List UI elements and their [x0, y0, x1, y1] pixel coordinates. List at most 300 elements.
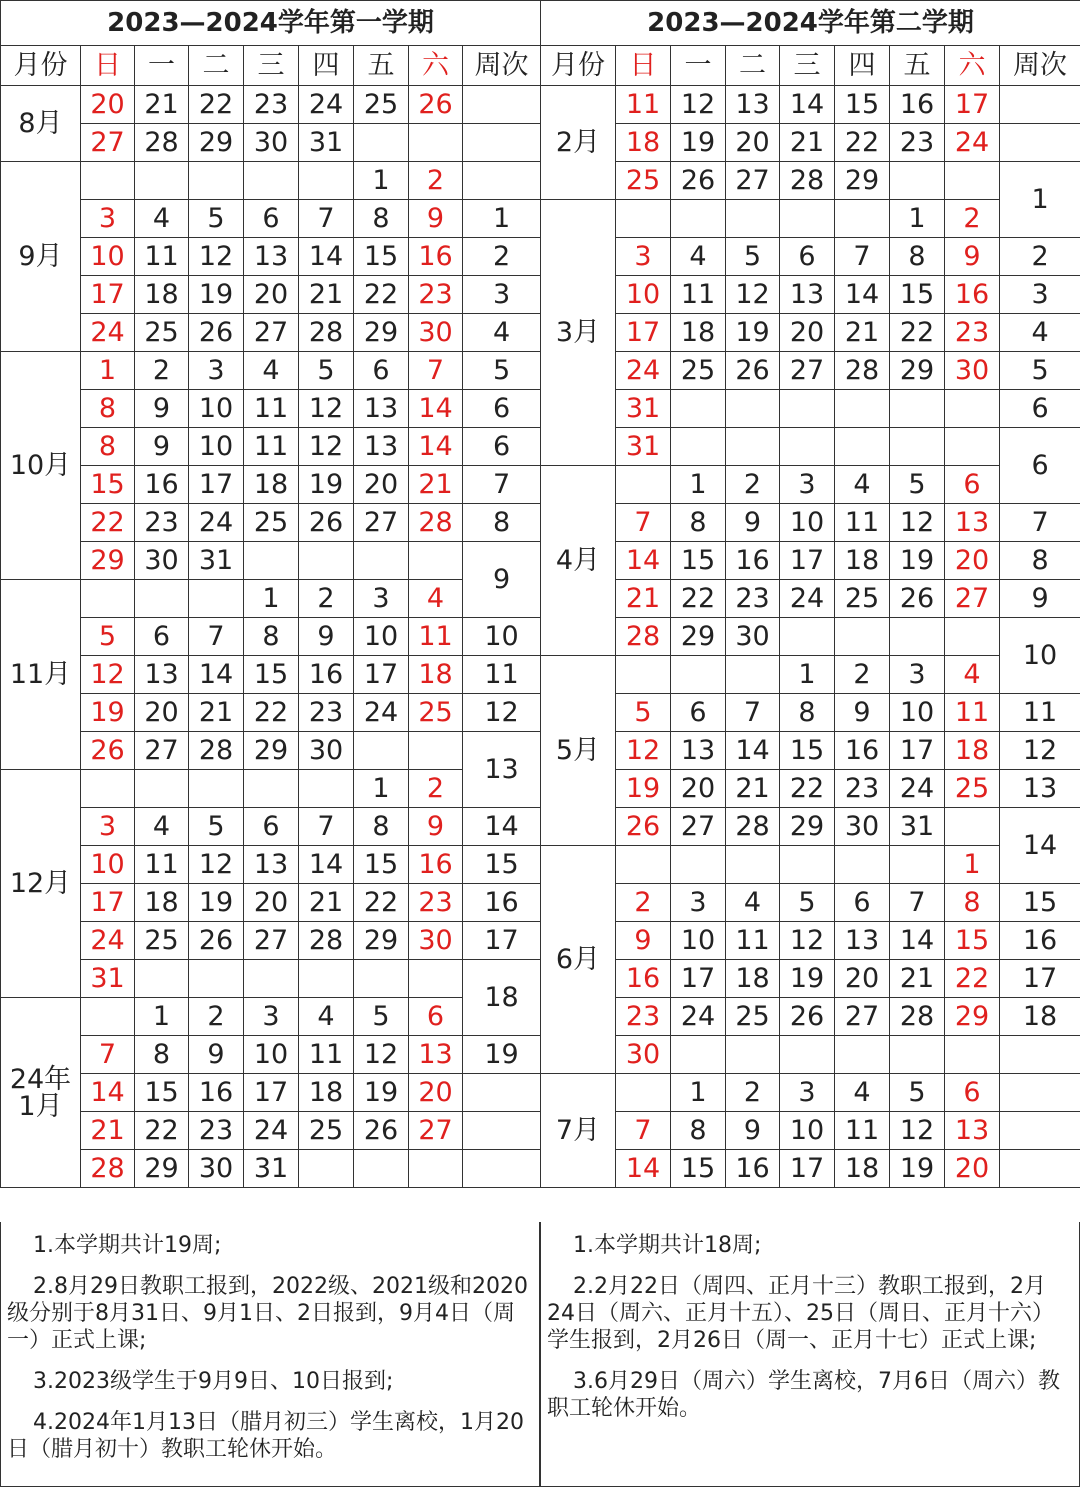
week-number — [463, 1150, 541, 1188]
day-cell: 12 — [354, 1036, 409, 1074]
day-cell — [835, 390, 890, 428]
week-number — [463, 124, 541, 162]
day-cell: 11 — [616, 86, 671, 124]
day-cell: 7 — [81, 1036, 135, 1074]
day-cell: 11 — [671, 276, 726, 314]
day-cell — [726, 390, 780, 428]
week-row — [1, 846, 541, 884]
day-cell: 14 — [409, 428, 463, 466]
week-row — [541, 656, 1080, 694]
day-cell — [671, 1036, 726, 1074]
day-cell: 17 — [945, 86, 1000, 124]
day-cell: 19 — [616, 770, 671, 808]
day-cell: 22 — [354, 884, 409, 922]
day-cell: 12 — [890, 504, 945, 542]
day-cell: 28 — [780, 162, 835, 200]
day-cell: 15 — [354, 238, 409, 276]
week-number: 5 — [1000, 352, 1080, 390]
week-number: 7 — [463, 466, 541, 504]
week-row — [541, 770, 1080, 808]
column-header: 日 — [616, 46, 671, 86]
day-cell — [671, 428, 726, 466]
day-cell: 19 — [780, 960, 835, 998]
week-number: 16 — [1000, 922, 1080, 960]
week-number: 6 — [1000, 428, 1080, 504]
day-cell: 21 — [135, 86, 189, 124]
month-label — [541, 86, 616, 200]
day-cell: 28 — [189, 732, 244, 770]
day-cell — [726, 846, 780, 884]
day-cell: 4 — [244, 352, 299, 390]
day-cell: 26 — [616, 808, 671, 846]
day-cell: 27 — [780, 352, 835, 390]
weekday-header-row — [1, 46, 541, 86]
day-cell: 24 — [299, 86, 354, 124]
day-cell: 27 — [726, 162, 780, 200]
day-cell: 2 — [835, 656, 890, 694]
day-cell: 9 — [409, 808, 463, 846]
day-cell: 8 — [81, 428, 135, 466]
day-cell: 6 — [354, 352, 409, 390]
day-cell: 24 — [244, 1112, 299, 1150]
week-number — [1000, 1112, 1080, 1150]
week-number: 3 — [1000, 276, 1080, 314]
week-row — [1, 352, 541, 390]
day-cell: 16 — [409, 846, 463, 884]
day-cell: 13 — [244, 238, 299, 276]
column-header: 四 — [835, 46, 890, 86]
day-cell — [409, 960, 463, 998]
day-cell: 17 — [354, 656, 409, 694]
day-cell: 10 — [780, 504, 835, 542]
month-label-line: 4月 — [555, 545, 601, 576]
day-cell: 8 — [244, 618, 299, 656]
note-paragraph: 2.2月22日（周四、正月十三）教职工报到，2月24日（周六、正月十五）、25日（周日、正月十六）学生报到，2月26日（周一、正月十七）正式上课; — [547, 1274, 1054, 1353]
day-cell — [409, 732, 463, 770]
day-cell: 29 — [189, 124, 244, 162]
day-cell: 23 — [189, 1112, 244, 1150]
day-cell: 30 — [189, 1150, 244, 1188]
day-cell — [244, 770, 299, 808]
week-number: 1 — [463, 200, 541, 238]
week-row — [1, 884, 541, 922]
day-cell — [780, 390, 835, 428]
day-cell: 5 — [189, 808, 244, 846]
day-cell: 27 — [945, 580, 1000, 618]
day-cell: 7 — [726, 694, 780, 732]
month-label-line: 9月 — [18, 241, 63, 272]
day-cell: 9 — [945, 238, 1000, 276]
day-cell — [780, 846, 835, 884]
day-cell: 6 — [780, 238, 835, 276]
day-cell: 7 — [409, 352, 463, 390]
day-cell: 7 — [890, 884, 945, 922]
week-number: 13 — [1000, 770, 1080, 808]
day-cell: 1 — [354, 770, 409, 808]
day-cell: 8 — [354, 808, 409, 846]
note-paragraph: 1.本学期共计18周; — [573, 1233, 762, 1258]
day-cell: 25 — [616, 162, 671, 200]
day-cell: 6 — [244, 808, 299, 846]
week-row — [541, 124, 1080, 162]
day-cell: 15 — [671, 1150, 726, 1188]
day-cell: 30 — [135, 542, 189, 580]
week-number: 6 — [463, 390, 541, 428]
day-cell — [780, 428, 835, 466]
day-cell: 2 — [945, 200, 1000, 238]
day-cell: 1 — [671, 466, 726, 504]
day-cell — [890, 390, 945, 428]
day-cell — [135, 960, 189, 998]
day-cell: 19 — [726, 314, 780, 352]
day-cell: 12 — [616, 732, 671, 770]
day-cell: 23 — [409, 884, 463, 922]
day-cell: 12 — [726, 276, 780, 314]
day-cell: 28 — [81, 1150, 135, 1188]
day-cell — [726, 656, 780, 694]
day-cell: 13 — [354, 390, 409, 428]
day-cell: 14 — [780, 86, 835, 124]
day-cell — [81, 580, 135, 618]
day-cell: 30 — [726, 618, 780, 656]
day-cell: 12 — [189, 238, 244, 276]
day-cell: 20 — [244, 884, 299, 922]
week-number: 15 — [463, 846, 541, 884]
day-cell — [299, 542, 354, 580]
title-row — [541, 1, 1080, 46]
column-header: 六 — [945, 46, 1000, 86]
day-cell: 7 — [616, 504, 671, 542]
day-cell: 2 — [726, 1074, 780, 1112]
week-row — [541, 732, 1080, 770]
week-number: 1 — [1000, 162, 1080, 238]
semester-title: 2023—2024学年第一学期 — [1, 1, 541, 46]
week-number — [463, 162, 541, 200]
week-row — [541, 960, 1080, 998]
month-label — [541, 1074, 616, 1188]
day-cell: 10 — [244, 1036, 299, 1074]
day-cell: 8 — [890, 238, 945, 276]
semester-2-notes — [540, 1222, 1080, 1487]
column-header: 三 — [244, 46, 299, 86]
day-cell: 9 — [409, 200, 463, 238]
month-label — [1, 770, 81, 998]
day-cell: 21 — [299, 884, 354, 922]
day-cell: 6 — [835, 884, 890, 922]
day-cell: 25 — [299, 1112, 354, 1150]
day-cell: 19 — [671, 124, 726, 162]
note-paragraph: 3.2023级学生于9月9日、10日报到; — [33, 1369, 394, 1394]
week-number: 15 — [1000, 884, 1080, 922]
day-cell: 23 — [835, 770, 890, 808]
day-cell: 13 — [945, 504, 1000, 542]
day-cell — [299, 960, 354, 998]
day-cell: 16 — [409, 238, 463, 276]
day-cell: 28 — [726, 808, 780, 846]
day-cell: 10 — [780, 1112, 835, 1150]
week-row — [541, 200, 1080, 238]
day-cell — [244, 960, 299, 998]
day-cell: 27 — [244, 314, 299, 352]
day-cell: 25 — [409, 694, 463, 732]
week-row — [541, 580, 1080, 618]
day-cell: 16 — [189, 1074, 244, 1112]
day-cell: 14 — [616, 542, 671, 580]
day-cell: 15 — [354, 846, 409, 884]
day-cell: 20 — [726, 124, 780, 162]
day-cell: 28 — [890, 998, 945, 1036]
day-cell: 9 — [835, 694, 890, 732]
day-cell: 6 — [671, 694, 726, 732]
day-cell — [671, 390, 726, 428]
day-cell — [780, 618, 835, 656]
day-cell: 9 — [726, 504, 780, 542]
month-label-line: 7月 — [555, 1115, 601, 1146]
week-number: 13 — [463, 732, 541, 808]
day-cell: 6 — [945, 1074, 1000, 1112]
week-row — [1, 428, 541, 466]
column-header: 周次 — [1000, 46, 1080, 86]
day-cell: 19 — [189, 884, 244, 922]
day-cell — [890, 162, 945, 200]
note-paragraph: 4.2024年1月13日（腊月初三）学生离校，1月20日（腊月初十）教职工轮休开始。 — [7, 1410, 524, 1462]
week-row — [1, 580, 541, 618]
day-cell: 31 — [890, 808, 945, 846]
day-cell: 30 — [616, 1036, 671, 1074]
day-cell — [354, 124, 409, 162]
week-row — [1, 542, 541, 580]
day-cell: 23 — [244, 86, 299, 124]
day-cell: 24 — [81, 314, 135, 352]
day-cell: 10 — [354, 618, 409, 656]
day-cell: 28 — [299, 922, 354, 960]
week-row — [541, 1074, 1080, 1112]
day-cell: 1 — [81, 352, 135, 390]
day-cell: 5 — [354, 998, 409, 1036]
day-cell: 22 — [945, 960, 1000, 998]
day-cell: 17 — [81, 884, 135, 922]
day-cell: 16 — [135, 466, 189, 504]
weekday-header-row — [541, 46, 1080, 86]
week-number: 10 — [1000, 618, 1080, 694]
day-cell: 14 — [616, 1150, 671, 1188]
day-cell: 4 — [135, 200, 189, 238]
day-cell: 22 — [81, 504, 135, 542]
week-row — [541, 884, 1080, 922]
day-cell: 31 — [81, 960, 135, 998]
day-cell — [135, 580, 189, 618]
day-cell — [945, 1036, 1000, 1074]
day-cell: 30 — [299, 732, 354, 770]
day-cell — [244, 542, 299, 580]
day-cell: 4 — [671, 238, 726, 276]
week-row — [1, 1150, 541, 1188]
day-cell: 7 — [835, 238, 890, 276]
day-cell: 8 — [780, 694, 835, 732]
day-cell: 4 — [835, 1074, 890, 1112]
day-cell: 14 — [890, 922, 945, 960]
day-cell — [726, 200, 780, 238]
day-cell: 8 — [354, 200, 409, 238]
day-cell — [299, 1150, 354, 1188]
day-cell: 8 — [135, 1036, 189, 1074]
day-cell: 26 — [726, 352, 780, 390]
day-cell — [945, 808, 1000, 846]
day-cell — [726, 428, 780, 466]
day-cell — [354, 1150, 409, 1188]
day-cell: 8 — [945, 884, 1000, 922]
day-cell — [945, 428, 1000, 466]
month-label-line: 10月 — [9, 450, 72, 481]
day-cell: 13 — [135, 656, 189, 694]
week-number: 4 — [463, 314, 541, 352]
day-cell — [81, 770, 135, 808]
day-cell: 18 — [299, 1074, 354, 1112]
semester-1-calendar — [0, 0, 541, 1188]
day-cell: 19 — [354, 1074, 409, 1112]
day-cell: 24 — [616, 352, 671, 390]
day-cell — [354, 542, 409, 580]
day-cell: 28 — [616, 618, 671, 656]
day-cell: 21 — [409, 466, 463, 504]
day-cell: 25 — [835, 580, 890, 618]
day-cell: 15 — [81, 466, 135, 504]
day-cell: 5 — [780, 884, 835, 922]
day-cell: 30 — [409, 314, 463, 352]
day-cell: 1 — [135, 998, 189, 1036]
day-cell: 19 — [189, 276, 244, 314]
day-cell: 29 — [835, 162, 890, 200]
day-cell — [81, 998, 135, 1036]
day-cell: 29 — [671, 618, 726, 656]
day-cell: 24 — [780, 580, 835, 618]
day-cell: 29 — [945, 998, 1000, 1036]
day-cell: 15 — [135, 1074, 189, 1112]
day-cell: 21 — [81, 1112, 135, 1150]
week-number: 11 — [463, 656, 541, 694]
day-cell: 27 — [409, 1112, 463, 1150]
column-header: 五 — [890, 46, 945, 86]
day-cell — [890, 846, 945, 884]
day-cell — [616, 200, 671, 238]
day-cell — [671, 200, 726, 238]
day-cell: 14 — [189, 656, 244, 694]
day-cell: 15 — [671, 542, 726, 580]
day-cell: 27 — [135, 732, 189, 770]
day-cell: 18 — [135, 276, 189, 314]
day-cell: 3 — [671, 884, 726, 922]
day-cell: 27 — [671, 808, 726, 846]
day-cell: 24 — [945, 124, 1000, 162]
day-cell: 31 — [616, 390, 671, 428]
week-number: 12 — [463, 694, 541, 732]
day-cell: 15 — [890, 276, 945, 314]
day-cell: 9 — [616, 922, 671, 960]
day-cell: 19 — [890, 1150, 945, 1188]
day-cell: 21 — [890, 960, 945, 998]
day-cell: 17 — [671, 960, 726, 998]
week-row — [1, 504, 541, 542]
day-cell: 9 — [726, 1112, 780, 1150]
day-cell: 5 — [81, 618, 135, 656]
day-cell: 29 — [890, 352, 945, 390]
day-cell — [945, 162, 1000, 200]
day-cell: 26 — [780, 998, 835, 1036]
month-label-line: 12月 — [9, 868, 72, 899]
day-cell: 1 — [671, 1074, 726, 1112]
day-cell: 25 — [135, 314, 189, 352]
day-cell: 14 — [299, 238, 354, 276]
day-cell: 29 — [354, 314, 409, 352]
day-cell — [890, 618, 945, 656]
day-cell: 13 — [945, 1112, 1000, 1150]
day-cell: 12 — [671, 86, 726, 124]
day-cell: 25 — [945, 770, 1000, 808]
day-cell — [835, 428, 890, 466]
day-cell: 10 — [671, 922, 726, 960]
week-row — [541, 276, 1080, 314]
day-cell — [945, 618, 1000, 656]
day-cell — [616, 846, 671, 884]
day-cell — [409, 124, 463, 162]
week-row — [541, 542, 1080, 580]
week-row — [1, 276, 541, 314]
day-cell: 17 — [890, 732, 945, 770]
day-cell: 19 — [299, 466, 354, 504]
day-cell: 27 — [81, 124, 135, 162]
day-cell — [244, 162, 299, 200]
day-cell: 6 — [135, 618, 189, 656]
day-cell: 5 — [299, 352, 354, 390]
column-header: 一 — [135, 46, 189, 86]
week-row — [1, 124, 541, 162]
day-cell: 26 — [299, 504, 354, 542]
day-cell: 26 — [890, 580, 945, 618]
day-cell: 17 — [780, 542, 835, 580]
note-paragraph: 1.本学期共计19周; — [33, 1233, 222, 1258]
day-cell: 24 — [671, 998, 726, 1036]
week-row — [1, 200, 541, 238]
month-label — [1, 998, 81, 1188]
month-label — [1, 86, 81, 162]
day-cell: 10 — [81, 238, 135, 276]
day-cell: 29 — [244, 732, 299, 770]
week-number — [463, 1074, 541, 1112]
day-cell: 27 — [244, 922, 299, 960]
column-header: 三 — [780, 46, 835, 86]
day-cell: 26 — [671, 162, 726, 200]
day-cell: 13 — [835, 922, 890, 960]
day-cell: 19 — [81, 694, 135, 732]
week-row — [1, 694, 541, 732]
column-header: 一 — [671, 46, 726, 86]
semester-1-notes — [0, 1222, 540, 1487]
day-cell: 15 — [244, 656, 299, 694]
day-cell: 9 — [135, 390, 189, 428]
day-cell: 13 — [671, 732, 726, 770]
week-number: 4 — [1000, 314, 1080, 352]
week-number: 11 — [1000, 694, 1080, 732]
day-cell: 2 — [616, 884, 671, 922]
day-cell: 3 — [354, 580, 409, 618]
day-cell: 28 — [835, 352, 890, 390]
month-label-line: 11月 — [9, 659, 72, 690]
column-header: 六 — [409, 46, 463, 86]
month-label — [541, 200, 616, 466]
day-cell: 11 — [244, 428, 299, 466]
day-cell — [945, 390, 1000, 428]
day-cell — [616, 466, 671, 504]
